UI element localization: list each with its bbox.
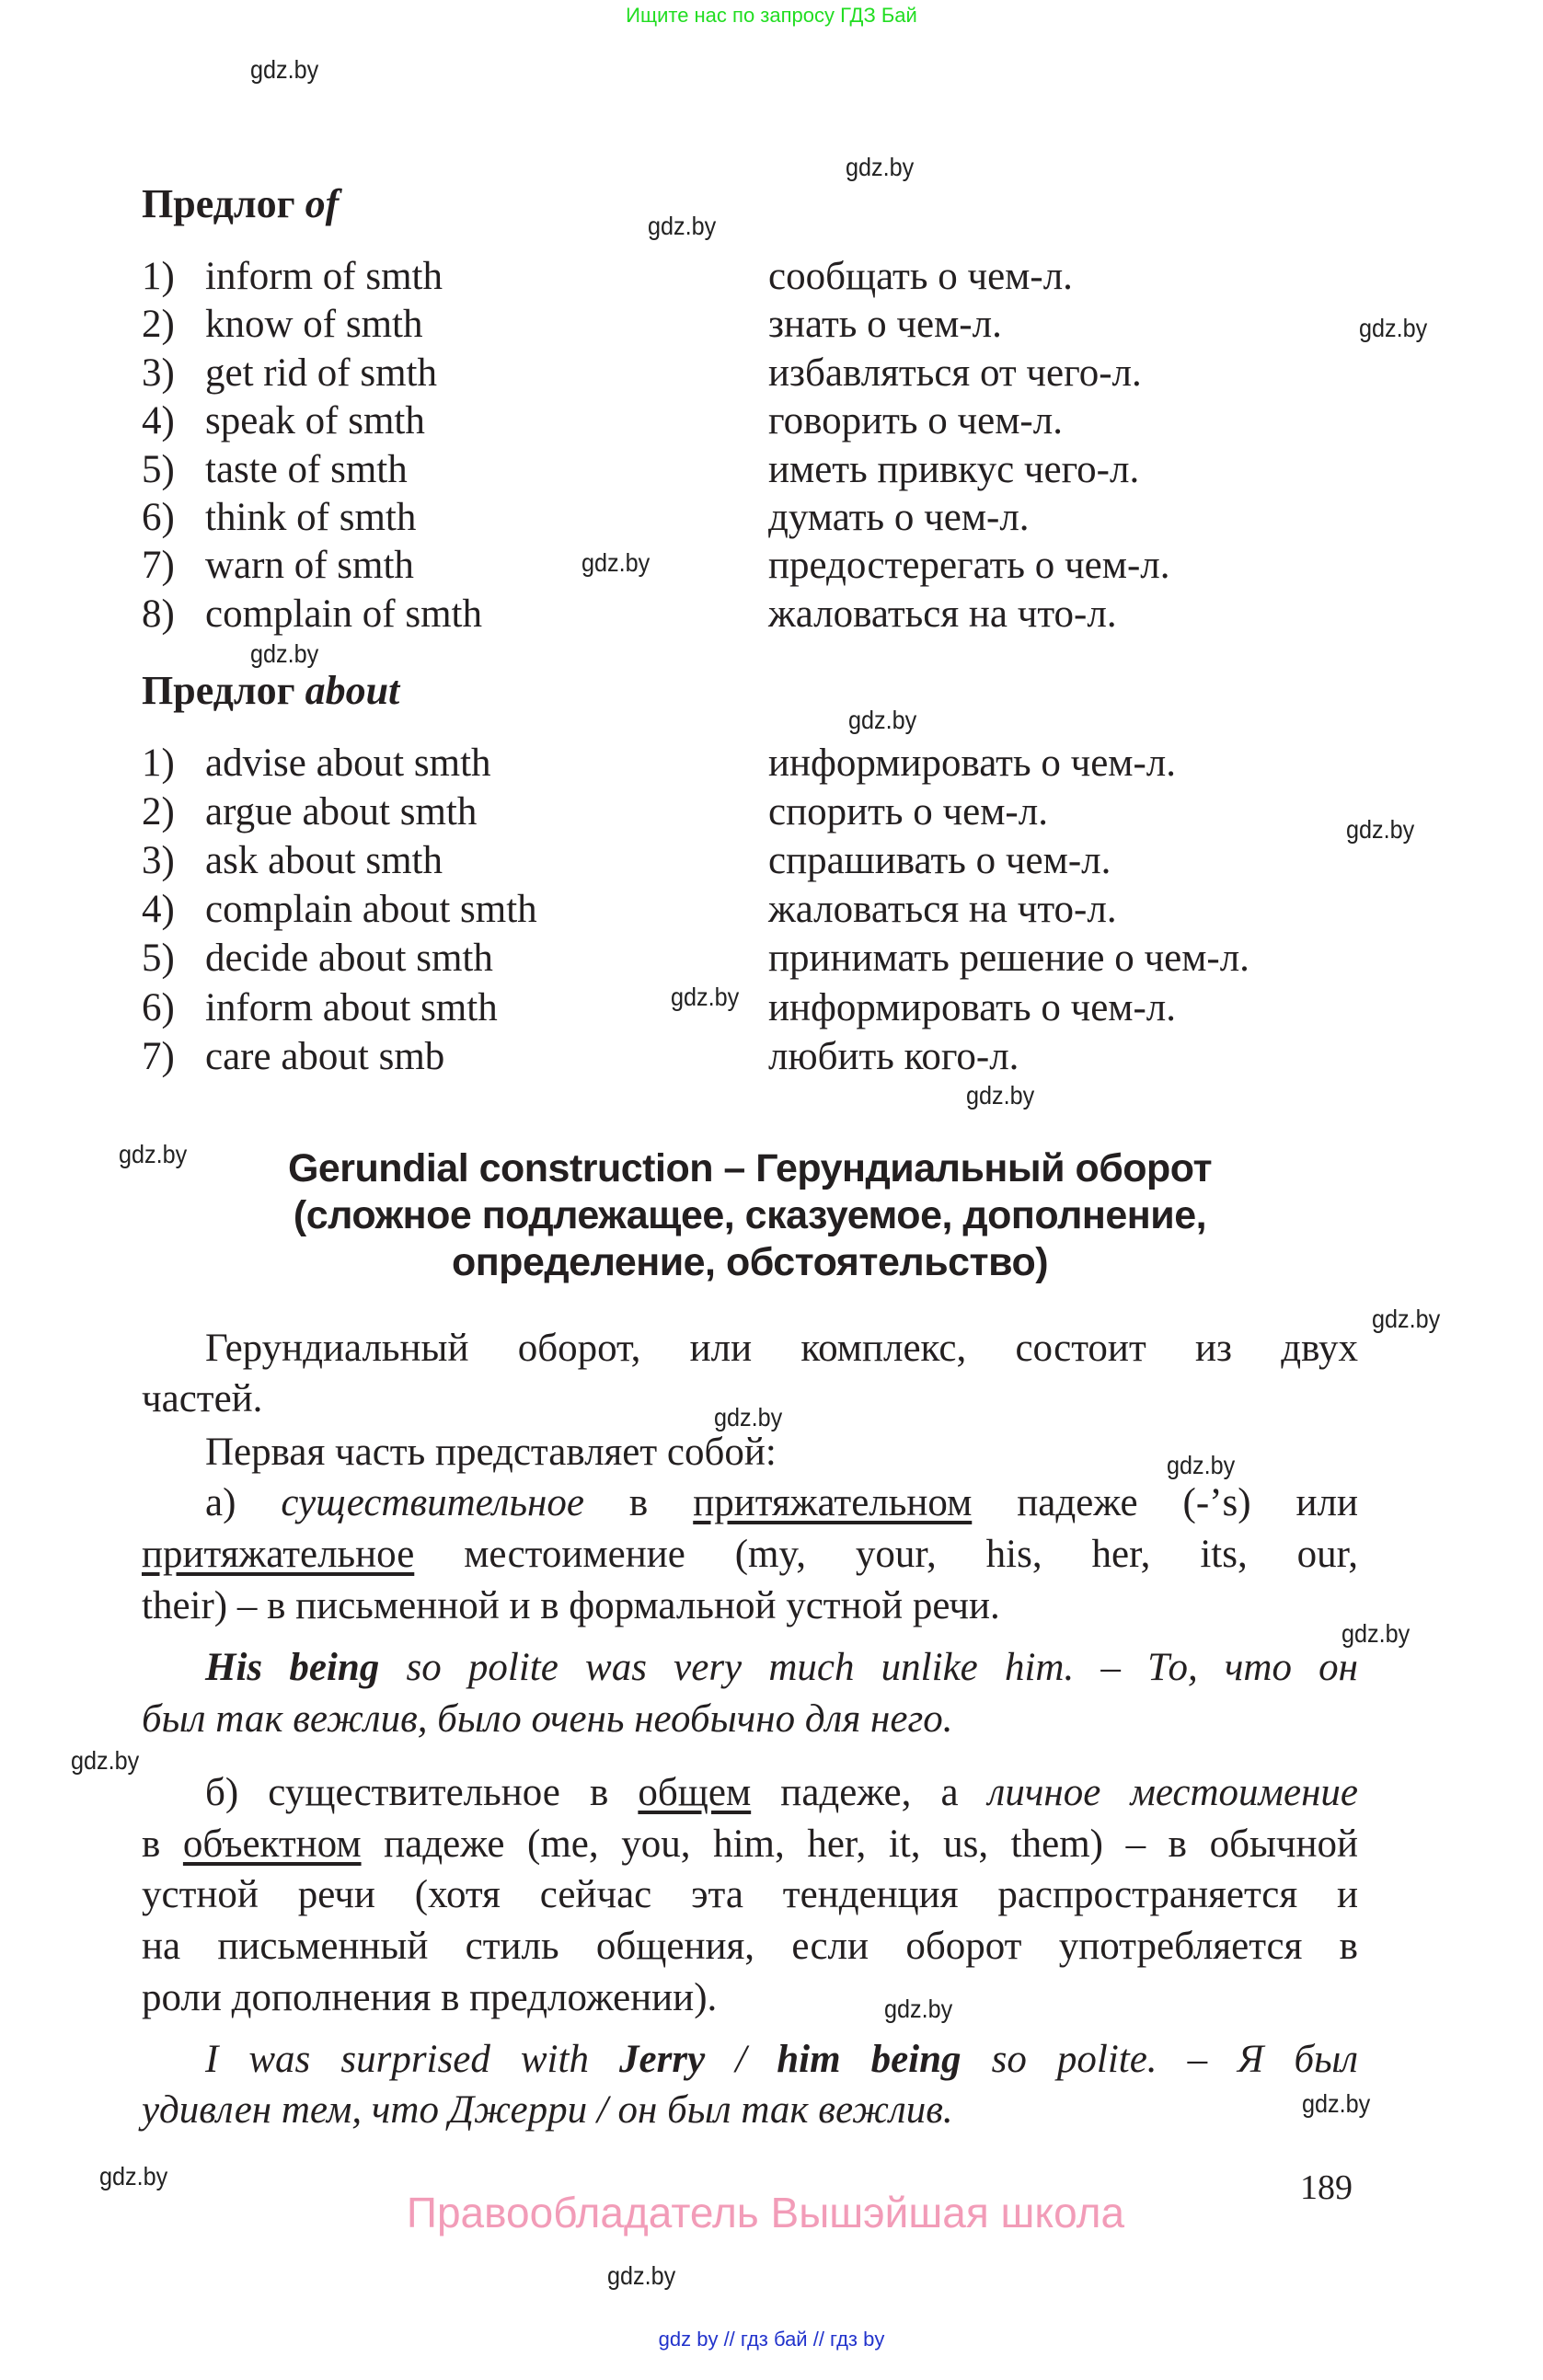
italic-text: so polite. – Я был xyxy=(961,2038,1358,2081)
watermark-gdz: gdz.by xyxy=(671,983,740,1011)
item-term: speak of smth xyxy=(205,399,425,443)
heading-preposition: of xyxy=(305,181,340,226)
item-number: 6) xyxy=(142,985,175,1029)
italic-text: удивлен тем, что Джерри / он был так вежлив. xyxy=(142,2088,953,2132)
section-heading-about xyxy=(142,667,399,714)
item-translation: предостерегать о чем-л. xyxy=(768,544,1170,588)
item-number: 2) xyxy=(142,790,175,834)
italic-text: / xyxy=(705,2038,777,2081)
item-number: 5) xyxy=(142,937,175,981)
item-term: care about smb xyxy=(205,1034,445,1078)
body-line xyxy=(205,1427,1358,1478)
item-translation: думать о чем-л. xyxy=(768,496,1030,539)
body-line xyxy=(205,1323,1358,1374)
text-segment: роли дополнения в предложении). xyxy=(142,1976,718,2019)
item-term: argue about smth xyxy=(205,790,478,834)
body-line xyxy=(142,1869,1358,1921)
item-term: complain about smth xyxy=(205,888,537,932)
body-line xyxy=(142,1819,1358,1870)
text-segment: Первая часть представляет собой: xyxy=(205,1431,777,1474)
body-line xyxy=(205,1767,1358,1819)
italic-text: был так вежлив, было очень необычно для него. xyxy=(142,1697,953,1741)
item-translation: жаловаться на что-л. xyxy=(768,592,1117,636)
italic-text: существительное xyxy=(281,1481,584,1524)
underlined-term: притяжательное xyxy=(142,1533,415,1576)
item-term: inform of smth xyxy=(205,255,443,298)
item-number: 2) xyxy=(142,303,175,347)
item-translation: информировать о чем-л. xyxy=(768,985,1177,1029)
body-line xyxy=(142,1374,1358,1425)
item-translation: жаловаться на что-л. xyxy=(768,888,1117,932)
body-line xyxy=(205,1642,1358,1694)
body-line xyxy=(205,2034,1358,2086)
item-translation: избавляться от чего-л. xyxy=(768,351,1142,395)
text-segment: their) – в письменной и в формальной устной речи. xyxy=(142,1584,1000,1627)
watermark-gdz: gdz.by xyxy=(1372,1305,1441,1333)
underlined-term: объектном xyxy=(182,1822,362,1866)
bold-example-term: His being xyxy=(205,1646,380,1689)
item-term: complain of smth xyxy=(205,592,482,636)
watermark-gdz: gdz.by xyxy=(99,2162,168,2190)
watermark-gdz: gdz.by xyxy=(1346,815,1415,844)
watermark-gdz: gdz.by xyxy=(1302,2089,1371,2118)
gerund-heading-line-3: определение, обстоятельство) xyxy=(451,1240,1049,1284)
item-translation: информировать о чем-л. xyxy=(768,742,1177,785)
heading-preposition: about xyxy=(305,668,400,713)
body-line xyxy=(142,1694,1358,1745)
text-segment: частей. xyxy=(142,1377,263,1420)
text-segment: падеже (me, you, him, her, it, us, them) – в обычной xyxy=(361,1822,1358,1866)
search-banner-link[interactable]: Ищите нас по запросу ГДЗ Бай xyxy=(626,4,917,27)
item-translation: любить кого-л. xyxy=(768,1034,1019,1078)
item-number: 5) xyxy=(142,447,175,491)
item-term: advise about smth xyxy=(205,742,491,785)
bold-example-term: him being xyxy=(777,2038,961,2081)
bottom-links[interactable]: gdz by // гдз бай // гдз by xyxy=(658,2328,885,2351)
section-heading-of xyxy=(142,180,339,227)
body-line xyxy=(142,2085,1358,2136)
watermark-gdz: gdz.by xyxy=(714,1403,783,1431)
text-segment: местоимение (my, your, his, her, its, our, xyxy=(414,1533,1358,1576)
watermark-gdz: gdz.by xyxy=(846,153,915,181)
item-translation: спорить о чем-л. xyxy=(768,790,1048,834)
text-segment: на письменный стиль общения, если оборот употребляется в xyxy=(142,1925,1358,1968)
text-segment: в xyxy=(583,1481,694,1524)
italic-text: I was surprised with xyxy=(205,2038,620,2081)
watermark-gdz: gdz.by xyxy=(848,706,917,734)
item-translation: сообщать о чем-л. xyxy=(768,255,1073,298)
watermark-gdz: gdz.by xyxy=(607,2261,676,2290)
text-segment: б) существительное в xyxy=(205,1771,639,1814)
item-translation: знать о чем-л. xyxy=(768,303,1002,347)
gerund-heading-line-2: (сложное подлежащее, сказуемое, дополнение, xyxy=(293,1193,1207,1237)
item-translation: говорить о чем-л. xyxy=(768,399,1063,443)
watermark-gdz: gdz.by xyxy=(250,639,319,668)
heading-prefix: Предлог xyxy=(142,668,305,713)
item-number: 4) xyxy=(142,888,175,932)
gerund-heading-line-1: Gerundial construction – Герундиальный оборот xyxy=(287,1146,1213,1190)
rights-notice: Правообладатель Вышэйшая школа xyxy=(406,2189,1125,2236)
item-number: 1) xyxy=(142,742,175,785)
text-segment: падеже, а xyxy=(751,1771,988,1814)
italic-text: личное местоимение xyxy=(987,1771,1358,1814)
item-translation: принимать решение о чем-л. xyxy=(768,937,1249,981)
item-term: warn of smth xyxy=(205,544,414,588)
heading-prefix: Предлог xyxy=(142,181,305,226)
watermark-gdz: gdz.by xyxy=(250,55,319,84)
item-number: 7) xyxy=(142,1034,175,1078)
item-term: decide about smth xyxy=(205,937,493,981)
body-line xyxy=(142,1581,1358,1632)
text-segment: устной речи (хотя сейчас эта тенденция распространяется и xyxy=(142,1873,1358,1916)
item-number: 7) xyxy=(142,544,175,588)
text-segment: Герундиальный оборот, или комплекс, состоит из двух xyxy=(205,1327,1358,1370)
watermark-gdz: gdz.by xyxy=(1359,314,1428,342)
watermark-gdz: gdz.by xyxy=(648,212,717,240)
watermark-gdz: gdz.by xyxy=(119,1140,188,1168)
italic-text: so polite was very much unlike him. – То, что он xyxy=(379,1646,1358,1689)
watermark-gdz: gdz.by xyxy=(1167,1451,1236,1479)
item-term: get rid of smth xyxy=(205,351,437,395)
item-number: 3) xyxy=(142,839,175,883)
bold-example-term: Jerry xyxy=(619,2038,706,2081)
item-number: 8) xyxy=(142,592,175,636)
item-term: taste of smth xyxy=(205,447,408,491)
body-line xyxy=(142,1529,1358,1581)
item-term: ask about smth xyxy=(205,839,443,883)
body-line xyxy=(142,1972,1358,2024)
watermark-gdz: gdz.by xyxy=(582,548,651,577)
item-number: 1) xyxy=(142,255,175,298)
page-number: 189 xyxy=(1300,2168,1353,2207)
item-number: 4) xyxy=(142,399,175,443)
item-translation: спрашивать о чем-л. xyxy=(768,839,1111,883)
watermark-gdz: gdz.by xyxy=(1341,1619,1411,1648)
item-number: 6) xyxy=(142,496,175,539)
underlined-term: общем xyxy=(638,1771,752,1814)
text-segment: в xyxy=(142,1822,183,1866)
underlined-term: притяжательном xyxy=(693,1481,973,1524)
item-translation: иметь привкус чего-л. xyxy=(768,447,1140,491)
watermark-gdz: gdz.by xyxy=(966,1081,1035,1110)
item-term: inform about smth xyxy=(205,985,498,1029)
text-segment: падеже (-’s) или xyxy=(972,1481,1359,1524)
item-term: know of smth xyxy=(205,303,423,347)
item-term: think of smth xyxy=(205,496,417,539)
body-line xyxy=(142,1921,1358,1972)
body-line xyxy=(205,1477,1358,1529)
item-number: 3) xyxy=(142,351,175,395)
watermark-gdz: gdz.by xyxy=(884,1995,953,2023)
text-segment: а) xyxy=(205,1481,282,1524)
watermark-gdz: gdz.by xyxy=(71,1746,140,1775)
